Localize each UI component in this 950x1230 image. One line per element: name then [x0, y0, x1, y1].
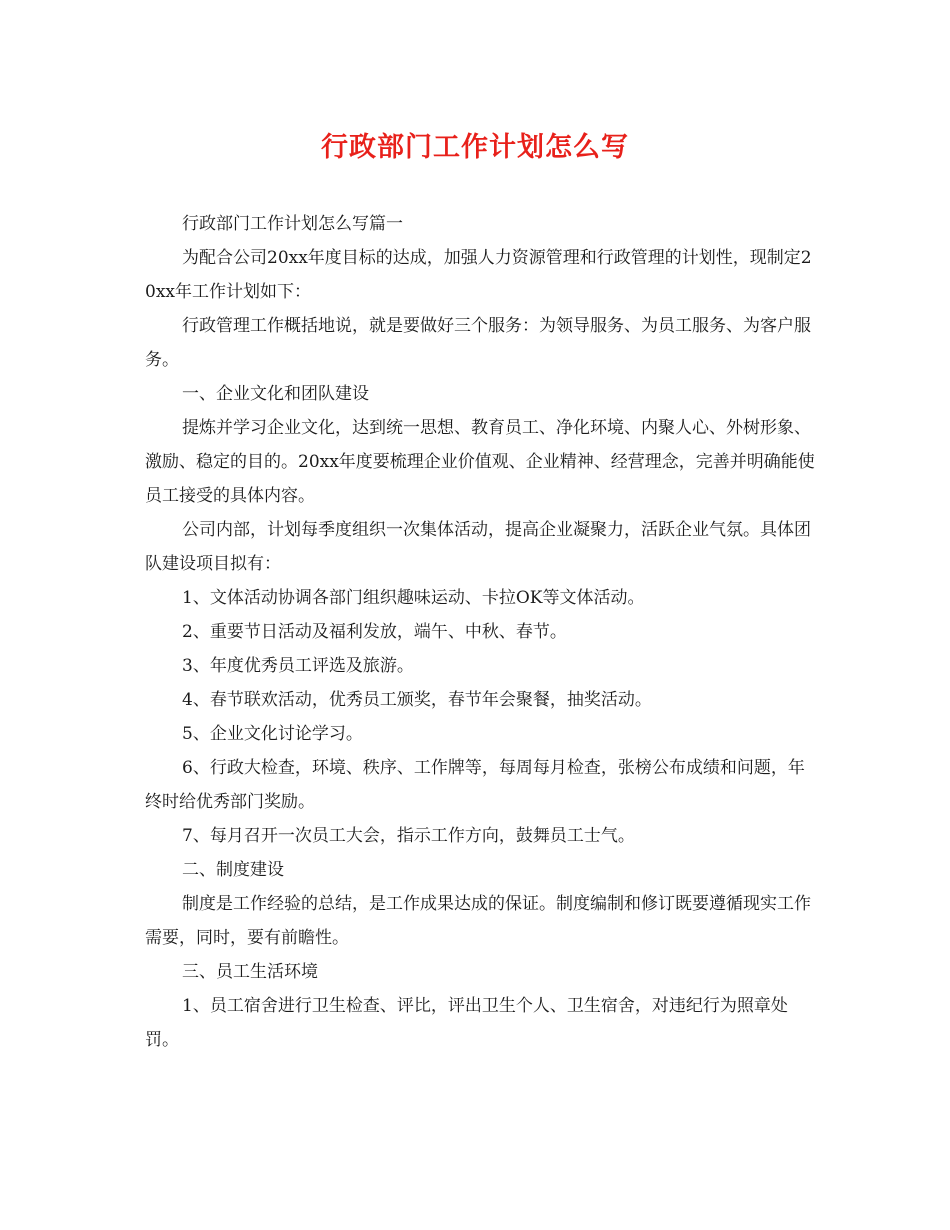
paragraph: 制度是工作经验的总结，是工作成果达成的保证。制度编制和修订既要遵循现实工作需要，同时，要有前瞻性。	[145, 894, 811, 948]
paragraph: 提炼并学习企业文化，达到统一思想、教育员工、净化环境、内聚人心、外树形象、激励、稳定的目的。20xx年度要梳理企业价值观、企业精神、经营理念，完善并明确能使员工接受的具体内容。	[145, 418, 815, 506]
paragraph: 行政部门工作计划怎么写篇一	[182, 214, 403, 234]
list-item: 1、文体活动协调各部门组织趣味运动、卡拉OK等文体活动。	[182, 588, 645, 608]
section-heading: 二、制度建设	[182, 860, 284, 880]
list-item: 3、年度优秀员工评选及旅游。	[182, 656, 414, 676]
document-title: 行政部门工作计划怎么写	[321, 132, 629, 163]
list-item: 1、员工宿舍进行卫生检查、评比，评出卫生个人、卫生宿舍，对违纪行为照章处罚。	[145, 996, 788, 1050]
list-item: 7、每月召开一次员工大会，指示工作方向，鼓舞员工士气。	[182, 826, 635, 846]
document-body	[145, 207, 815, 1057]
paragraph: 为配合公司20xx年度目标的达成，加强人力资源管理和行政管理的计划性，现制定20xx年工作计划如下：	[145, 248, 812, 302]
list-item: 2、重要节日活动及福利发放，端午、中秋、春节。	[182, 622, 567, 642]
list-item: 6、行政大检查，环境、秩序、工作牌等，每周每月检查，张榜公布成绩和问题，年终时给优秀部门奖励。	[145, 758, 805, 812]
paragraph: 公司内部，计划每季度组织一次集体活动，提高企业凝聚力，活跃企业气氛。具体团队建设项目拟有：	[145, 520, 811, 574]
section-heading: 三、员工生活环境	[182, 962, 318, 982]
list-item: 4、春节联欢活动，优秀员工颁奖，春节年会聚餐，抽奖活动。	[182, 690, 652, 710]
paragraph: 行政管理工作概括地说，就是要做好三个服务：为领导服务、为员工服务、为客户服务。	[145, 316, 811, 370]
list-item: 5、企业文化讨论学习。	[182, 724, 363, 744]
section-heading: 一、企业文化和团队建设	[182, 384, 369, 404]
